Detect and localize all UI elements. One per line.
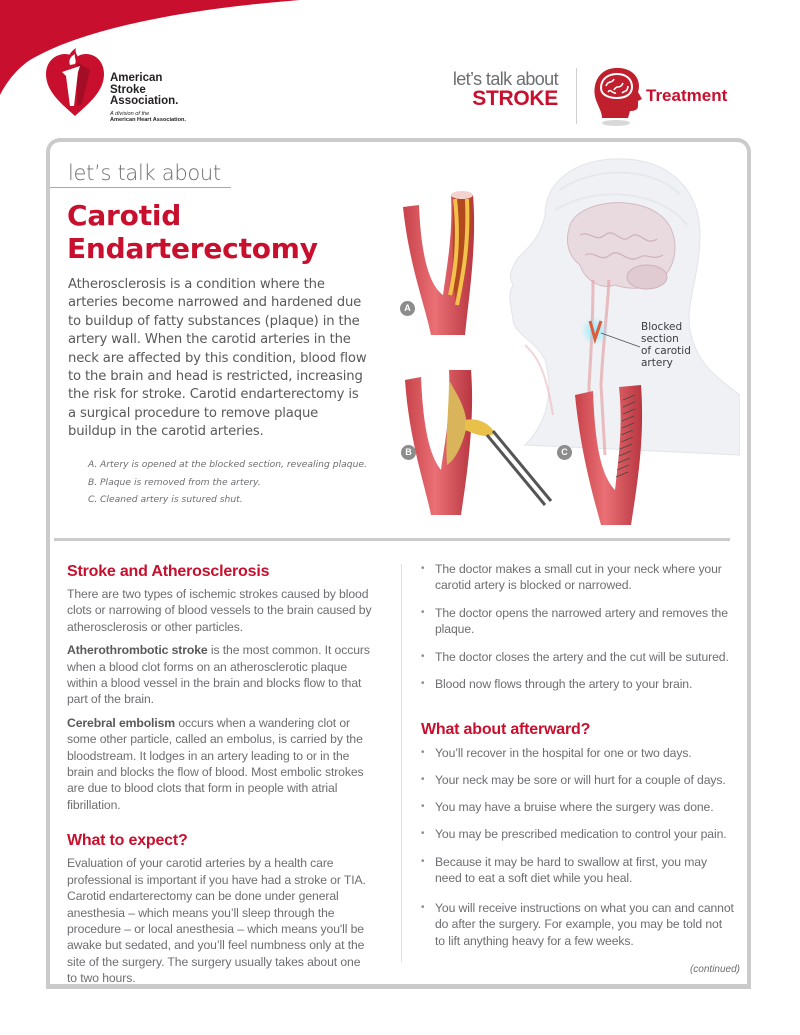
title-line1: Carotid [67, 199, 182, 232]
list-item: • Your neck may be sore or will hurt for a couple of days. [421, 772, 735, 788]
paragraph: Evaluation of your carotid arteries by a health care professional is important if you have had a stroke or TIA. Carotid endarterectomy can be done under general anesthesia – which means you’ll sleep through the procedure – or local anesthesia – which means you'll be awake but sedated, and you’ll feel numbness only at the site of the surgery. The surgery usually takes about one to two hours. [67, 856, 366, 986]
list-item: • You’ll recover in the hospital for one or two days. [421, 745, 735, 761]
term-desc: occurs when a wandering clot or some other particle, called an embolus, is carried by the bloodstream. It lodges in an artery leading to or in the brain and blocks the flow of blood. Most embolic strokes are due to blood clots that form in people with atrial fibrillation. [67, 715, 364, 812]
section-heading-stroke: Stroke and Atherosclerosis [67, 563, 270, 580]
title-line2: Endarterectomy [67, 232, 318, 265]
right-column [421, 561, 736, 948]
section-divider [54, 538, 730, 541]
paragraph [67, 642, 372, 708]
brain-head-icon [592, 66, 642, 128]
term-desc: is the most common. It occurs when a blood clot forms on an atherosclerotic plaque within a blood vessel in the brain and blocks flow to that part of the brain. [67, 643, 370, 707]
section-heading-expect: What to expect? [67, 832, 188, 850]
list-item: • The doctor closes the artery and the cut will be sutured. [421, 649, 735, 665]
section-heading-afterward: What about afterward? [421, 721, 591, 738]
column-divider [401, 564, 402, 962]
caption-text: Artery is opened at the blocked section, revealing plaque. [100, 459, 367, 470]
caption-text: Cleaned artery is sutured shut. [100, 494, 243, 505]
header-divider [576, 68, 577, 124]
callout-line: artery [641, 357, 673, 369]
eyebrow: let’s talk about [68, 161, 221, 185]
callout-line: Blocked [641, 321, 683, 333]
page-title [67, 199, 318, 265]
list-item: • The doctor makes a small cut in your neck where your carotid artery is blocked or narrowed. [421, 561, 735, 594]
procedure-list [421, 561, 736, 721]
term-bold: Cerebral embolism [67, 715, 176, 730]
artery-a [403, 191, 474, 335]
figure-captions [88, 459, 367, 512]
caption-item [88, 477, 367, 495]
caption-label: C. [88, 494, 98, 505]
series-bottom: STROKE [472, 87, 558, 110]
continued-note: (continued) [689, 964, 740, 975]
left-column [67, 562, 372, 994]
org-name-line2: Stroke [110, 83, 146, 96]
series-logo [430, 70, 558, 110]
heart-torch-icon [44, 46, 106, 118]
eyebrow-rule [50, 187, 231, 188]
asa-logo [44, 46, 214, 130]
list-item: • You may be prescribed medication to control your pain. [421, 826, 735, 842]
intro-paragraph: Atherosclerosis is a condition where the arteries become narrowed and hardened due to buildup of fatty substances (plaque) in the artery wall. When the carotid arteries in the neck are affected by this condition, blood flow to the brain and head is restricted, increasing the risk for stroke. Carotid endarterectomy is a surgical procedure to remove plaque buildup in the carotid arteries. [68, 277, 367, 440]
badge-a: A [400, 301, 415, 316]
list-item: • The doctor opens the narrowed artery and removes the plaque. [421, 605, 735, 638]
paragraph [67, 715, 372, 813]
blocked-section-callout [641, 321, 711, 369]
caption-text: Plaque is removed from the artery. [100, 476, 261, 488]
caption-label: B. [88, 476, 98, 488]
series-top: let’s talk about [452, 69, 558, 89]
org-name-line1: American [110, 72, 163, 84]
list-item: • Because it may be hard to swallow at first, you may need to eat a soft diet while you heal. [421, 854, 735, 887]
list-item: • You may have a bruise where the surgery was done. [421, 799, 735, 815]
callout-line: of carotid [641, 345, 691, 357]
badge-c: C [557, 445, 572, 460]
badge-b: B [401, 445, 416, 460]
list-item: • Blood now flows through the artery to your brain. [421, 676, 735, 692]
division-line2: American Heart Association. [110, 116, 186, 123]
callout-line: section [641, 333, 679, 345]
term-bold: Atherothrombotic stroke [67, 643, 208, 658]
caption-item [88, 494, 367, 512]
paragraph: There are two types of ischemic strokes caused by blood clots or narrowing of blood vessels to the brain caused by atherosclerosis or other particles. [67, 587, 372, 634]
org-name-line3: Association. [110, 95, 179, 107]
list-item: • You will receive instructions on what you can and cannot do after the surgery. For example, you may be told not to lift anything heavy for a few weeks. [421, 900, 735, 949]
caption-item [88, 459, 367, 477]
caption-label: A. [88, 459, 98, 470]
section-tag: Treatment [646, 86, 728, 105]
division-line1: A division of the [110, 110, 150, 117]
